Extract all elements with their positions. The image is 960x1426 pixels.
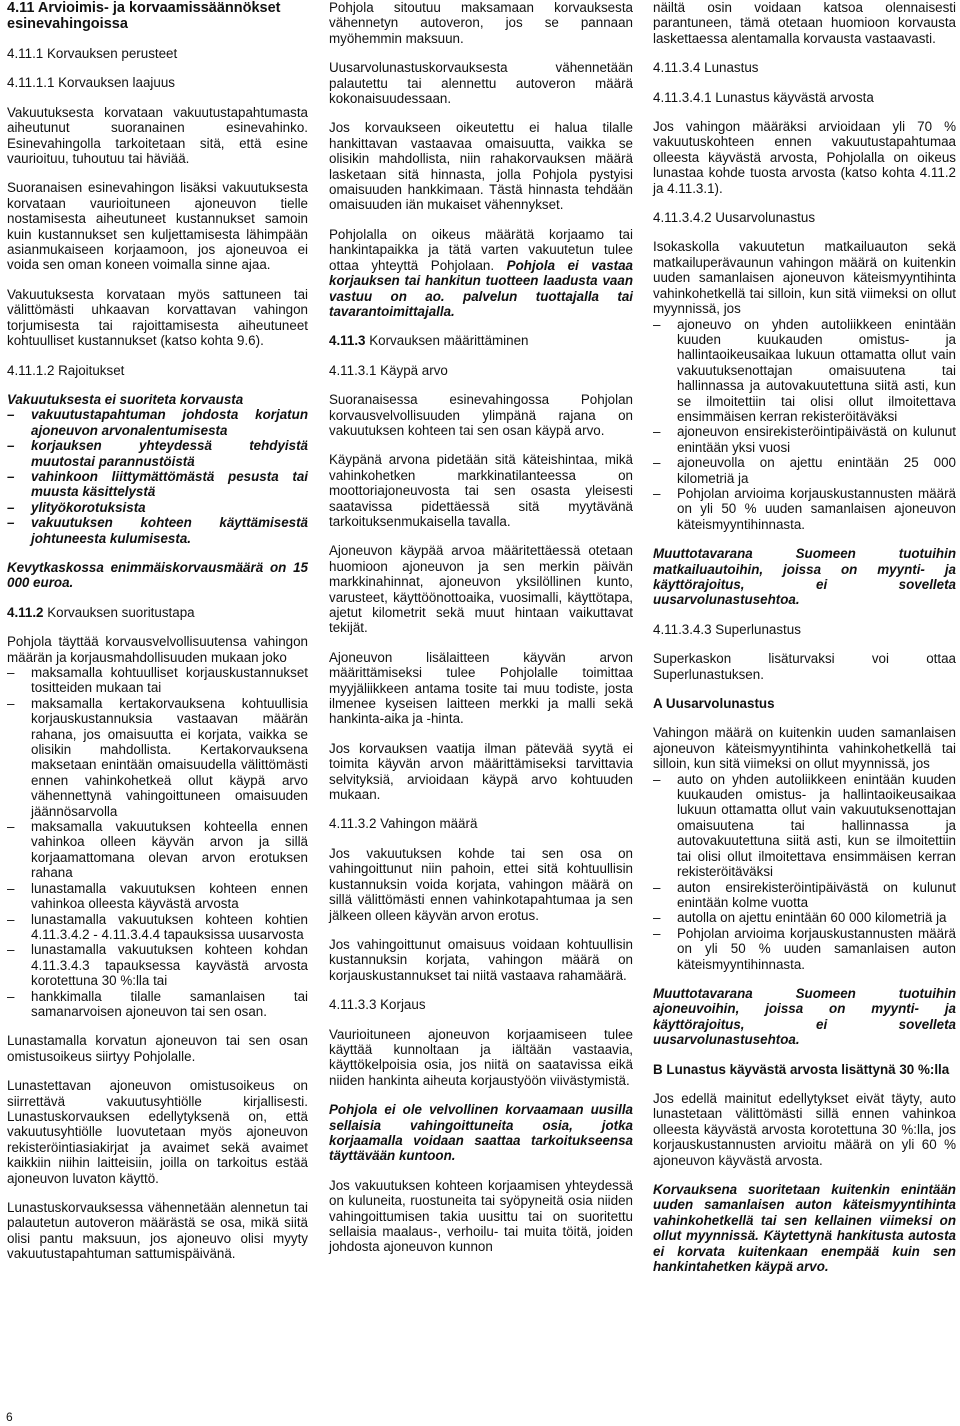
heading-4-11-3-4-3: 4.11.3.4.3 Superlunastus <box>653 621 801 637</box>
heading-4-11-3-4-1: 4.11.3.4.1 Lunastus käyvästä arvosta <box>653 89 874 105</box>
section-title: 4.11 Arvioimis- ja korvaamissäännökset esinevahingoissa <box>7 0 281 32</box>
heading-4-11-3-4-2: 4.11.3.4.2 Uusarvolunastus <box>653 210 816 226</box>
restrictions-intro: Vakuutuksesta ei suoriteta korvausta <box>7 391 244 407</box>
list-item: – ajoneuvo on yhden autoliikkeen enintään kuuden kuukauden omistus- ja hallintaoikeusaikaa lukuun ottamatta ollut vain vakuutuksenottajan omaisuutena tai hallinnassa ja autovakuutettuna siitä asti, kun se ilmoitettiin tai olisi ollut ilmoitettava ensimmäisen kerran rekisteröitäväksi <box>653 317 956 425</box>
max-compensation-note: Kevytkaskossa enimmäiskorvausmäärä on 15 000 euroa. <box>7 559 308 591</box>
list-item: – korjauksen yhteydessä tehdyistä muutostai parannustöistä <box>7 438 308 469</box>
list-item: – lunastamalla vakuutuksen kohteen kohdan 4.11.3.4.3 tapauksessa kayvästä arvosta korotettuna 30 %:lla tai <box>7 942 308 988</box>
list-item: – ylityökorotuksista <box>7 500 308 515</box>
heading-4-11-3-3: 4.11.3.3 Korjaus <box>329 997 426 1013</box>
list-item: – vakuutuksen kohteen käyttämisestä johtuneesta kulumisesta. <box>7 515 308 546</box>
heading-4-11-3-2: 4.11.3.2 Vahingon määrä <box>329 816 478 832</box>
page-number: 6 <box>6 1410 13 1424</box>
list-item: – ajoneuvon ensirekisteröintipäivästä on kulunut enintään yksi vuosi <box>653 424 956 455</box>
paragraph: Jos vahingoittunut omaisuus voidaan kohtuullisin kustannuksin korjata, vahingon määrä on korjauskustannukset tai niitä vastaava rahamäärä. <box>329 936 633 983</box>
heading-text: Korvauksen suoritustapa <box>43 604 195 620</box>
paragraph: Ajoneuvon käypää arvoa määritettäessä otetaan huomioon ajoneuvon ja sen merkin päivän markkinahinnat, ajoneuvon yksilöllinen kunto, varusteet, käyttöönottoaika, vuosimalli, käyttötapa, ajetut kilometrit sekä muut hintaan vaikuttavat tekijät. <box>329 543 633 636</box>
paragraph: Jos vakuutuksen kohde tai sen osa on vahingoittunut niin pahoin, ettei sitä kohtuullisin kustannuksin voida korjata, vahingon määrä on sillä välittömästi ennen vahinkotapahtumaa ja sen jälkeen olleen käyvän arvon erotus. <box>329 845 633 923</box>
list-item: – maksamalla kohtuulliset korjauskustannukset tositteiden mukaan tai <box>7 665 308 696</box>
paragraph: Ajoneuvon lisälaitteen käyvän arvon määrittämiseksi tulee Pohjolalle toimittaa myyjäliikkeen antama tosite tai muu todiste, josta ilmenee kyseisen laitteen merkki ja malli sekä hankinta-aika ja -hinta. <box>329 649 633 727</box>
paragraph: Uusarvolunastuskorvauksesta vähennetään palautettu tai alennettu autoveron määrä kokonaisuudessaan. <box>329 60 633 107</box>
list-item: – lunastamalla vakuutuksen kohteen ennen vahinkoa olleesta käyvästä arvosta <box>7 881 308 912</box>
list-item: – lunastamalla vakuutuksen kohteen kohtien 4.11.3.4.2 - 4.11.3.4.4 tapauksissa uusarvosta <box>7 912 308 943</box>
list-item: – vahinkoon liittymättömästä pesusta tai muusta käsittelystä <box>7 469 308 500</box>
paragraph: Vakuutuksesta korvataan myös sattuneen tai välittömästi uhkaavan korvattavan vahingon torjumisesta tai rajoittamisesta aiheutuneet kohtuulliset kustannukset (katso kohta 9.6). <box>7 286 308 349</box>
column-middle <box>329 0 633 1269</box>
heading-4-11-3-1: 4.11.3.1 Käypä arvo <box>329 362 448 378</box>
paragraph: Vahingon määrä on kuitenkin uuden samanlaisen ajoneuvon käteismyyntihinta vahinkohetkellä tai silloin, kun sitä viimeksi on ollut myynnissä, jos <box>653 725 956 772</box>
list-item: – auto on yhden autoliikkeen enintään kuuden kuukauden omistus- ja hallintaoikeusaikaa lukuun ottamatta ollut vain vakuutuksenottajan omaisuutena tai hallinnassa ja autovakuutettuna siitä asti, kun se ilmoitettiin tai olisi ollut ilmoitettava ensimmäisen kerran rekisteröitäväksi <box>653 772 956 880</box>
list-item: – vakuutustapahtuman johdosta korjatun ajoneuvon arvonalentumisesta <box>7 407 308 438</box>
heading-4-11-1: 4.11.1 Korvauksen perusteet <box>7 46 178 61</box>
paragraph: Pohjola sitoutuu maksamaan korvauksesta vähennetyn autoveron, jos se pannaan myöhemmin maksuun. <box>329 0 633 46</box>
liability-note: Pohjola ei vastaa korjauksen tai hankitun tuotteen laadusta vaan vastuu on ao. palvelun tuottajalla tai tavarantoimittajalla. <box>329 257 633 319</box>
paragraph: näiltä osin voidaan katsoa olennaisesti parantuneen, tämä otetaan huomioon korvausta laskettaessa alentamalla korvausta vastaavasti. <box>653 0 956 46</box>
paragraph: Jos korvauksen vaatija ilman pätevää syytä ei toimita käyvän arvon määrittämiseksi tarvittavia selvityksiä, arvioidaan käypä arvo kohtuuden mukaan. <box>329 740 633 803</box>
list-item: – ajoneuvolla on ajettu enintään 25 000 kilometriä ja <box>653 455 956 486</box>
emphasis-note: Muuttotavarana Suomeen tuotuihin ajoneuvoihin, joissa on myynti- ja käyttörajoitus, ei sovelleta uusarvolunastusehtoa. <box>653 985 956 1048</box>
conditions-list <box>653 772 956 972</box>
paragraph: Suoranaisen esinevahingon lisäksi vakuutuksesta korvataan vaurioituneen ajoneuvon tielle nostamisesta aiheutuneet kustannukset samoin kuin kustannukset sen kuljettamisesta lähimpään asianmukaiseen korjaamoon, jos ajoneuvoa ei voida sen oman koneen voimalla sinne ajaa. <box>7 180 308 273</box>
emphasis-note: Korvauksena suoritetaan kuitenkin enintään uuden samanlaisen auton käteismyyntihinta vahinkohetkellä tai sen kellainen viimeksi on ollut myynnissä. Käytettynä hankitusta autosta ei korvata kuitenkaan enempää kuin sen hankintahetken käypä arvo. <box>653 1182 956 1275</box>
paragraph: Lunastuskorvauksessa vähennetään alennetun tai palautetun autoveron määrästä se osa, mikä siitä olisi pantu maksuun, jos ajoneuvo olisi myyty vakuutustapahtuman sattumispäivänä. <box>7 1200 308 1262</box>
paragraph: Vakuutuksesta korvataan vakuutustapahtumasta aiheutunut suoranainen esinevahinko. Esinevahingolla tarkoitetaan sitä, että esine vaurioituu, tuhoutuu tai häviää. <box>7 104 308 167</box>
paragraph: Superkaskon lisäturvaksi voi ottaa Superlunastuksen. <box>653 651 956 682</box>
restrictions-list <box>7 407 308 546</box>
paragraph: Jos vahingon määräksi arvioidaan yli 70 % vakuutuskohteen ennen vakuutustapahtumaa olleesta käyvästä arvosta, Pohjolalla on oikeus lunastaa kohde tuosta arvosta (katso kohta 4.11.2 ja 4.11.3.1). <box>653 119 956 196</box>
column-left <box>7 0 308 1276</box>
paragraph: Lunastettavan ajoneuvon omistusoikeus on siirrettävä vakuutusyhtiölle kirjallisesti. Lunastuskorvauksen edellytyksenä on, että vakuutusyhtiölle luovutetaan myös ajoneuvon rekisteröintiasiakirjat ja avaimet sekä avaimet kaikkiin niihin laitteisiin, joilla on tarkoitus estää ajoneuvon luvaton käyttö. <box>7 1078 308 1186</box>
heading-b: B Lunastus käyvästä arvosta lisättynä 30 %:lla <box>653 1061 950 1077</box>
heading-text: Korvauksen määrittäminen <box>365 333 529 349</box>
heading-4-11-3 <box>329 333 633 348</box>
paragraph: Vaurioituneen ajoneuvon korjaamiseen tulee käyttää kunnoltaan ja iältään vastaavia, käyttökelpoisia osia, jos niitä on saatavissa eikä niiden hankinta aiheuta korjaustyöön viivästymistä. <box>329 1026 633 1088</box>
paragraph <box>329 227 633 319</box>
list-item: – maksamalla vakuutuksen kohteella ennen vahinkoa olleen käyvän arvon ja sillä korjaamattomana olevan arvon erotuksen rahana <box>7 819 308 881</box>
heading-number: 4.11.3 <box>329 333 366 349</box>
conditions-list <box>653 317 956 533</box>
emphasis-note: Pohjola ei ole velvollinen korvaamaan uusilla sellaisia vahingoittuneita osia, jotka korjaamalla voidaan saattaa tarkoitukseensa täyttävään kuntoon. <box>329 1102 633 1164</box>
paragraph-text: Pohjolalla on oikeus määrätä korjaamo tai hankintapaikka ja tätä varten vakuutetun tulee ottaa yhteyttä Pohjolaan. <box>329 226 633 273</box>
heading-4-11-1-1: 4.11.1.1 Korvauksen laajuus <box>7 75 175 91</box>
heading-number: 4.11.2 <box>7 604 44 620</box>
paragraph: Suoranaisessa esinevahingossa Pohjolan korvausvelvollisuuden ylimpänä rajana on vakuutuksen kohteen tai sen osan käypä arvo. <box>329 392 633 438</box>
payment-methods-list <box>7 665 308 1019</box>
paragraph: Isokaskolla vakuutetun matkailuauton sekä matkailuperävaunun vahingon määrä on kuitenkin uuden samanlaisen ajoneuvon käteismyyntihinta vahinkohetkellä tai silloin, kun sitä viimeksi on ollut myynnissä, jos <box>653 239 956 317</box>
heading-4-11-3-4: 4.11.3.4 Lunastus <box>653 60 759 76</box>
list-item: – hankkimalla tilalle samanlaisen tai samanarvoisen ajoneuvon tai sen osan. <box>7 989 308 1020</box>
heading-4-11-2 <box>7 605 308 620</box>
column-right <box>653 0 956 1288</box>
paragraph: Jos edellä mainitut edellytykset eivät täyty, auto lunastetaan välittömästi sillä ennen vahinkoa olleesta käyvästä arvosta korotettuna 30 %:lla, jos korjauskustannusten arvioitu määrä on yli 60 % ajoneuvon käyvästä arvosta. <box>653 1090 956 1168</box>
heading-4-11-1-2: 4.11.1.2 Rajoitukset <box>7 362 125 378</box>
list-item: – Pohjolan arvioima korjauskustannusten määrä on yli 50 % uuden samanlaisen auton käteismyyntihinnasta. <box>653 926 956 972</box>
paragraph: Jos korvaukseen oikeutettu ei halua tilalle hankittavan vastaavaa omaisuutta, vaikka se olisikin mahdollista, niin rahakorvauksen määrä lasketaan sitä hinnasta, jolla Pohjola pystyisi omaisuuden hankkimaan. Tästä hinnasta tehdään omaisuuden iän mukaiset vähennykset. <box>329 120 633 213</box>
paragraph: Jos vakuutuksen kohteen korjaamisen yhteydessä on kuluneita, ruostuneita tai syöpyneitä osia niiden vahingoittumisen takia uusittu tai on suoritettu sellaisia maalaus-, verhoilu- tai muita töitä, joiden johdosta ajoneuvon kunnon <box>329 1177 633 1255</box>
paragraph: Pohjola täyttää korvausvelvollisuutensa vahingon määrän ja korjausmahdollisuuden mukaan joko <box>7 634 308 665</box>
list-item: – autolla on ajettu enintään 60 000 kilometriä ja <box>653 910 956 925</box>
heading-a: A Uusarvolunastus <box>653 696 775 712</box>
paragraph: Lunastamalla korvatun ajoneuvon tai sen osan omistusoikeus siirtyy Pohjolalle. <box>7 1033 308 1064</box>
list-item: – auton ensirekisteröintipäivästä on kulunut enintään kolme vuotta <box>653 880 956 911</box>
emphasis-note: Muuttotavarana Suomeen tuotuihin matkailuautoihin, joissa on myynti- ja käyttörajoitus, ei sovelleta uusarvolunastusehtoa. <box>653 546 956 608</box>
list-item: – Pohjolan arvioima korjauskustannusten määrä on yli 50 % uuden samanlaisen ajoneuvon käteismyyntihinnasta. <box>653 486 956 532</box>
paragraph: Käypänä arvona pidetään sitä käteishintaa, mikä vahinkohetken markkinatilanteessa on moottoriajoneuvosta tai sen osasta yleisesti saatavissa pidettäessä sitä myytävänä tarkoituksenmukaisella tavalla. <box>329 452 633 529</box>
list-item: – maksamalla kertakorvauksena kohtuullisia korjauskustannuksia vastaavan määrän rahana, jos omaisuutta ei korjata, vaikka se olisikin mahdollista. Kertakorvauksena maksetaan enintään omaisuudella välittömästi ennen vahinkohetkeä ollut käypä arvo vähennettynä vahingoittuneen omaisuuden jäännösarvolla <box>7 696 308 819</box>
